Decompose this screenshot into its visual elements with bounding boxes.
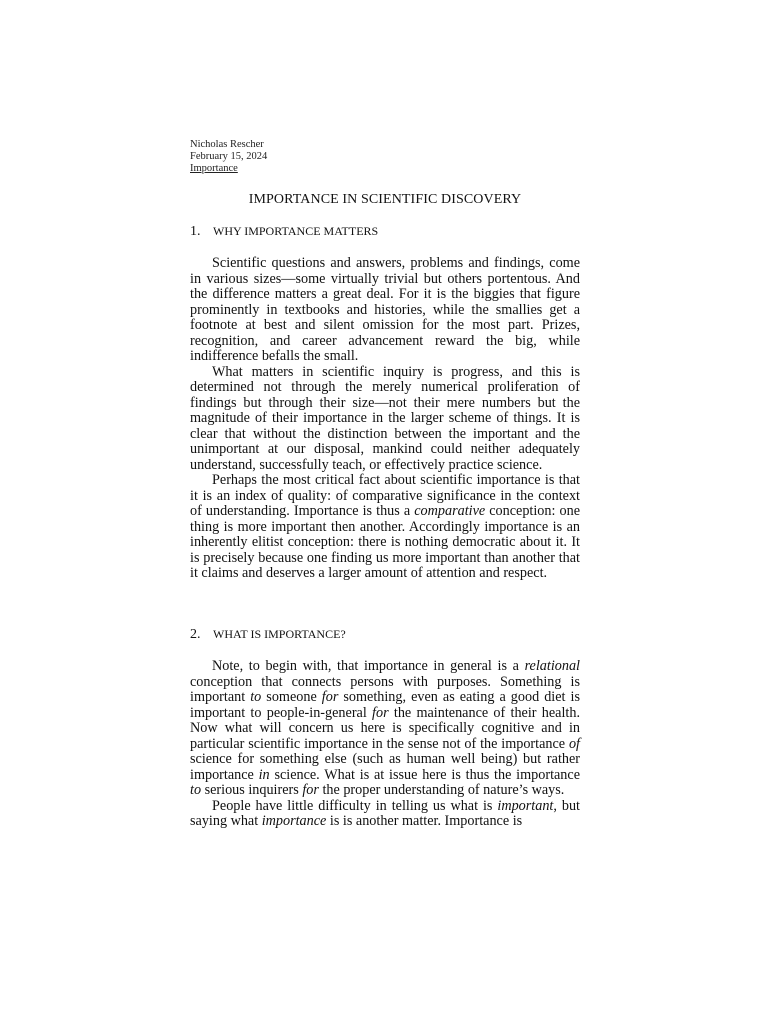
page-title: IMPORTANCE IN SCIENTIFIC DISCOVERY	[248, 192, 522, 207]
section-number: 2.	[190, 627, 201, 642]
section-1-heading	[190, 224, 378, 240]
section-2-body	[190, 659, 580, 830]
section-number: 1.	[190, 224, 201, 239]
document-date: February 15, 2024	[190, 151, 268, 162]
section-title: WHY IMPORTANCE MATTERS	[213, 224, 379, 238]
section-title: WHAT IS IMPORTANCE?	[213, 627, 346, 641]
paragraph: Note, to begin with, that importance in general is a relational conception that connects persons with purposes. Something is important to someone for something, even as eating a good diet is important to people-in-general for the maintenance of their health. Now what will concern us here is specifically cognitive and in particular scientific importance in the sense not of the importance of science for something else (such as human well being) but rather importance in science. What is at issue here is thus the importance to serious inquirers for the proper understanding of nature’s ways.	[190, 658, 580, 798]
paragraph: What matters in scientific inquiry is progress, and this is determined not through the merely numerical proliferation of findings but through their size—not their mere numbers but the magnitude of their importance in the larger scheme of things. It is clear that without the distinction between the important and the unimportant at our disposal, mankind could neither adequately understand, successfully teach, or effectively practice science.	[190, 363, 580, 473]
paragraph: Scientific questions and answers, problems and findings, come in various sizes—some virtually trivial but others portentous. And the difference matters a great deal. For it is the biggies that figure prominently in textbooks and histories, while the smallies get a footnote at best and silent omission for the most part. Prizes, recognition, and career advancement reward the big, while indifference befalls the small.	[190, 255, 580, 364]
author-name: Nicholas Rescher	[190, 139, 264, 150]
paragraph: Perhaps the most critical fact about scientific importance is that it is an index of quality: of comparative significance in the context of understanding. Importance is thus a comparative conception: one thing is more important then another. Accordingly importance is an inherently elitist conception: there is nothing democratic about it. It is precisely because one finding us more important than another that it claims and deserves a larger amount of attention and respect.	[190, 472, 581, 581]
document-header	[190, 139, 267, 175]
paragraph: People have little difficulty in telling us what is important, but saying what importance is is another matter. Importance is	[190, 797, 580, 829]
section-2-heading	[190, 627, 346, 643]
short-title: Importance	[190, 163, 238, 174]
section-1-body	[190, 256, 580, 582]
